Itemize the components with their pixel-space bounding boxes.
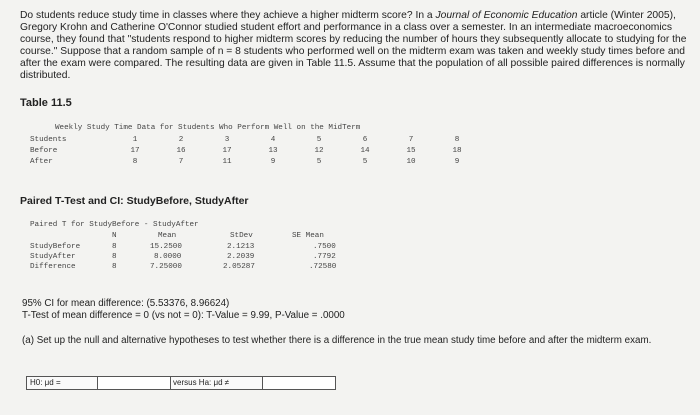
- cell-stdev: 2.1213: [227, 243, 255, 251]
- intro-text-1: Do students reduce study time in classes where they achieve a higher midterm score? In a: [20, 10, 436, 21]
- cell: 18: [452, 147, 462, 155]
- cell: 5: [316, 158, 322, 166]
- column-header: N: [112, 232, 117, 240]
- cell: 13: [268, 147, 278, 155]
- cell-stdev: 2.2039: [227, 253, 255, 261]
- cell: 1: [132, 136, 138, 144]
- cell: 17: [130, 147, 140, 155]
- table-title: Table 11.5: [20, 97, 72, 109]
- cell-n: 8: [112, 263, 117, 271]
- cell: 16: [176, 147, 186, 155]
- column-header: StDev: [230, 232, 253, 240]
- cell: 3: [224, 136, 230, 144]
- row-label: Students: [30, 136, 67, 144]
- cell: 7: [408, 136, 414, 144]
- cell: 9: [270, 158, 276, 166]
- cell: 15: [406, 147, 416, 155]
- cell: 12: [314, 147, 324, 155]
- paired-heading: Paired T for StudyBefore - StudyAfter: [30, 221, 199, 229]
- cell-mean: 7.25000: [150, 263, 182, 271]
- cell: 2: [178, 136, 184, 144]
- cell-se: .7792: [313, 253, 336, 261]
- table-row: [30, 136, 470, 146]
- cell-n: 8: [112, 243, 117, 251]
- cell: 5: [316, 136, 322, 144]
- problem-statement: [20, 10, 694, 83]
- cell: 14: [360, 147, 370, 155]
- cell-se: .7500: [313, 243, 336, 251]
- column-header: Mean: [158, 232, 177, 240]
- table-row: [30, 158, 470, 168]
- cell: 4: [270, 136, 276, 144]
- cell: 17: [222, 147, 232, 155]
- paired-row: [30, 253, 360, 263]
- h0-input[interactable]: [97, 376, 171, 390]
- cell-stdev: 2.05287: [223, 263, 255, 271]
- intro-text-2: article (Winter 2005), Gregory Krohn and Catherine O'Connor studied student effort and performance in a class over a semester. In an intermediate macroeconomics course, they found that "students respond to higher midterm scores by reducing the number of hours they subsequently allocate to studying for the course." Suppose that a random sample of n = 8 students who performed well on the midterm exam was taken and weekly study times before and after the exam were compared. The resulting data are given in Table 11.5. Assume that the population of all possible paired differences is normally distributed.: [20, 10, 687, 82]
- cell: 8: [454, 136, 460, 144]
- cell-se: .72580: [309, 263, 337, 271]
- question-a: (a) Set up the null and alternative hypotheses to test whether there is a difference in the true mean study time before and after the midterm exam.: [22, 335, 652, 346]
- table-row: [30, 147, 470, 157]
- row-label: Difference: [30, 263, 76, 271]
- paired-row: [30, 243, 360, 253]
- cell: 8: [132, 158, 138, 166]
- cell-n: 8: [112, 253, 117, 261]
- paired-row: [30, 263, 360, 273]
- cell: 10: [406, 158, 416, 166]
- ha-input[interactable]: [262, 376, 336, 390]
- test-results: [22, 298, 345, 323]
- paired-test-title: Paired T-Test and CI: StudyBefore, StudyAfter: [20, 195, 249, 207]
- cell-mean: 15.2500: [150, 243, 182, 251]
- row-label: Before: [30, 147, 58, 155]
- cell: 9: [454, 158, 460, 166]
- confidence-interval-line: 95% CI for mean difference: (5.53376, 8.96624): [22, 298, 230, 309]
- row-label: After: [30, 158, 53, 166]
- cell-mean: 8.0000: [154, 253, 182, 261]
- cell: 7: [178, 158, 184, 166]
- versus-label: versus Ha: μd ≠: [173, 378, 230, 387]
- table-caption: Weekly Study Time Data for Students Who Perform Well on the MidTerm: [55, 124, 361, 132]
- row-label: StudyAfter: [30, 253, 76, 261]
- column-header: SE Mean: [292, 232, 324, 240]
- row-label: StudyBefore: [30, 243, 81, 251]
- h0-label: H0: μd =: [30, 378, 61, 387]
- cell: 5: [362, 158, 368, 166]
- cell: 11: [222, 158, 232, 166]
- paired-header-row: [30, 232, 360, 242]
- t-test-line: T-Test of mean difference = 0 (vs not = 0): T-Value = 9.99, P-Value = .0000: [22, 310, 345, 322]
- cell: 6: [362, 136, 368, 144]
- journal-name: Journal of Economic Education: [435, 10, 578, 21]
